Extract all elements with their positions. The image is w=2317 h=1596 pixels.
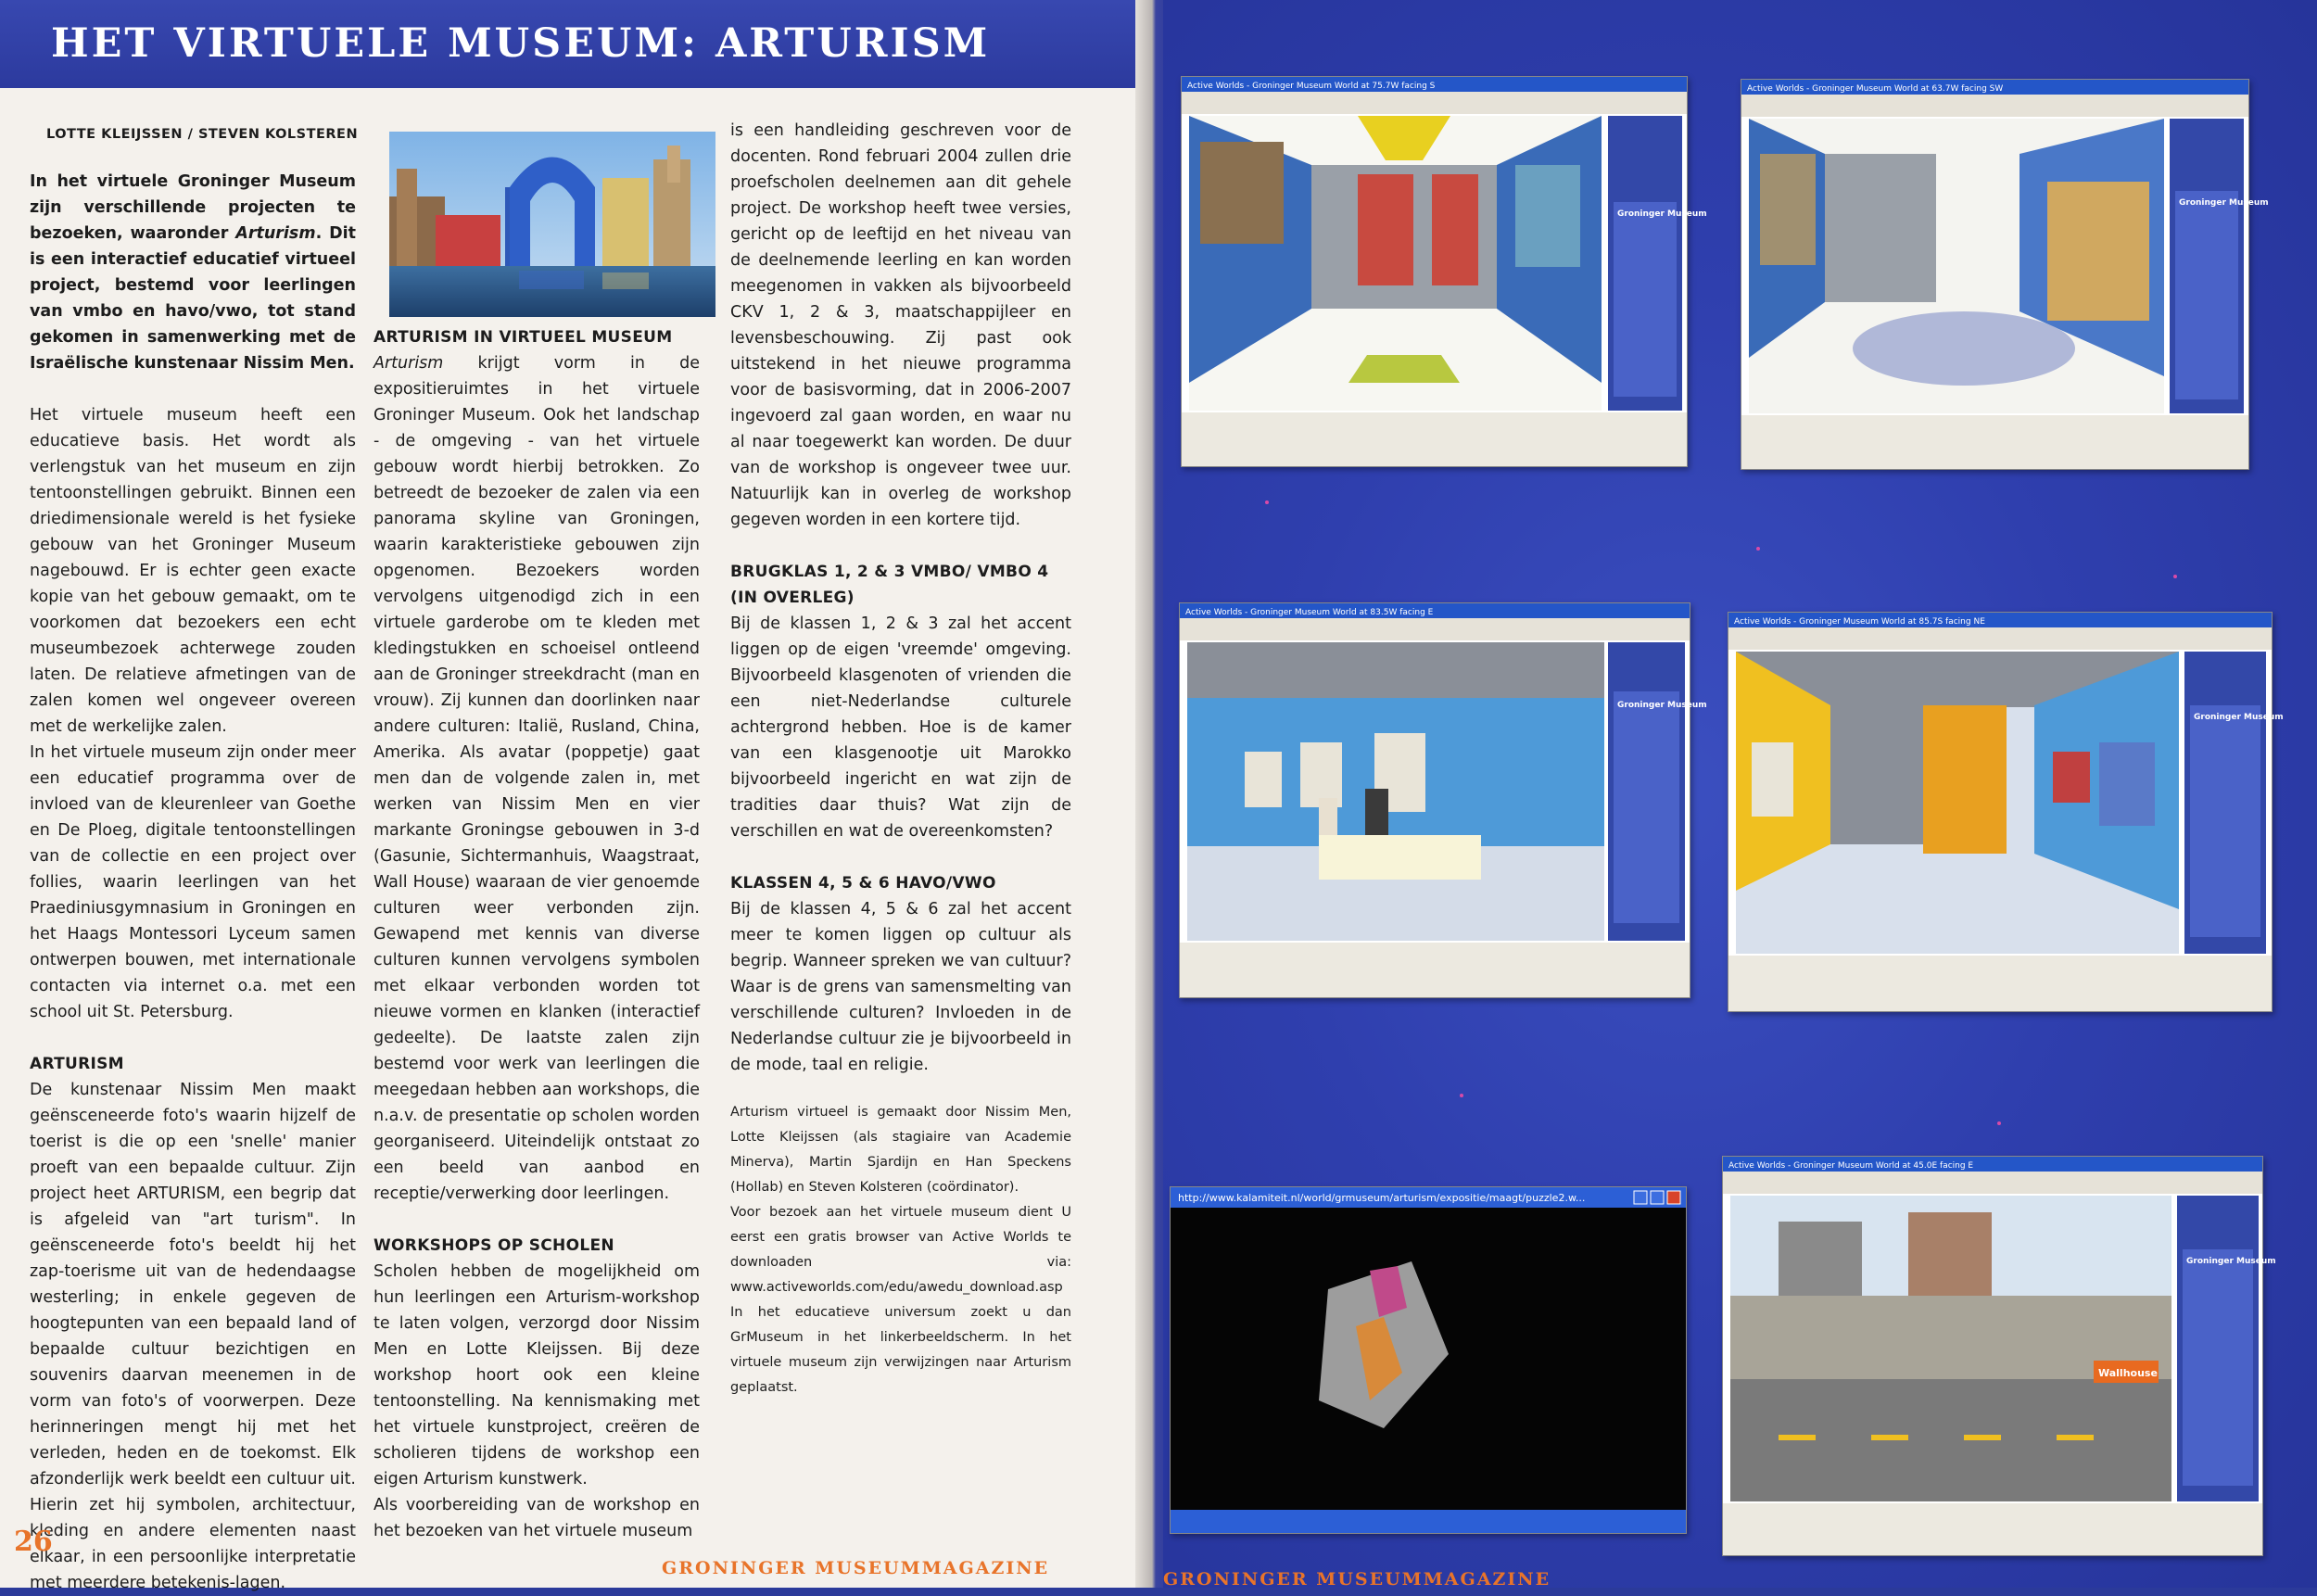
- screenshot-1-panel: Groninger Museum: [1617, 209, 1707, 219]
- screenshot-3-title: Active Worlds - Groninger Museum World at 83.5W facing E: [1185, 608, 1434, 617]
- decor-dot: [1997, 1121, 2001, 1125]
- decor-dot: [1756, 547, 1760, 551]
- decor-dot: [1265, 500, 1269, 504]
- arturism-photo: [389, 132, 715, 317]
- screenshot-1: [1181, 76, 1707, 467]
- arturism-heading: ARTURISM: [30, 1055, 124, 1073]
- byline: LOTTE KLEIJSSEN / STEVEN KOLSTEREN: [46, 127, 359, 142]
- credits: [730, 1100, 1071, 1400]
- screenshot-4-panel: Groninger Museum: [2194, 713, 2284, 722]
- virtueel-text: Arturism krijgt vorm in de expositieruimtes in het virtuele Groninger Museum. Ook het landschap - de omgeving - van het virtuele gebouw wordt hierbij betrokken. Zo betreedt de bezoeker de zalen via een panorama skyline van Groningen, waarin karakteristieke gebouwen zijn opgenomen. Bezoekers worden vervolgens uitgenodigd zich in een virtuele garderobe om te kleden met kledingstukken en schoeisel ontleend aan de Groninger streekdracht (man en vrouw). Zij kunnen dan doorlinken naar andere culturen: Italië, Rusland, China, Amerika. Als avatar (poppetje) gaat men dan de volgende zalen in, met werken van Nissim Men en vier markante Groningse gebouwen in 3-d (Gasunie, Sichtermanhuis, Waagstraat, Wall House) waaraan de vier genoemde culturen weer verbonden zijn. Gewapend met kennis van diverse culturen kunnen vervolgens symbolen met elkaar verbonden worden tot nieuwe vormen en klanken (interactief gedeelte). De laatste zalen zijn bestemd voor werk van leerlingen die meegedaan hebben aan workshops, die n.a.v. de presentatie op scholen worden georganiseerd. Uiteindelijk ontstaat zo een beeld van aanbod en receptie/verwerking door leerlingen.: [374, 354, 700, 1203]
- klassen-heading: KLASSEN 4, 5 & 6 HAVO/VWO: [730, 874, 996, 893]
- screenshot-5: [1170, 1186, 1687, 1534]
- screenshot-5-title: http://www.kalamiteit.nl/world/grmuseum/arturism/expositie/maagt/puzzle2.w...: [1178, 1192, 1586, 1204]
- brugklas-heading: BRUGKLAS 1, 2 & 3 VMBO/ VMBO 4 (IN OVERLEG): [730, 563, 1049, 607]
- workshops-heading: WORKSHOPS OP SCHOLEN: [374, 1236, 614, 1255]
- credits-3: In het educatieve universum zoekt u dan GrMuseum in het linkerbeeldscherm. In het virtuele museum zijn verwijzingen naar Arturism geplaatst.: [730, 1305, 1071, 1395]
- left-page: [0, 0, 1154, 1592]
- page-number: 26: [14, 1526, 53, 1558]
- column-2: [374, 324, 700, 1544]
- credits-2: Voor bezoek aan het virtuele museum dient U eerst een gratis browser van Active Worlds te downloaden via: www.activeworlds.com/edu/awedu_download.asp: [730, 1205, 1071, 1295]
- screenshot-6-title: Active Worlds - Groninger Museum World at 45.0E facing E: [1728, 1161, 1974, 1171]
- screenshot-3-panel: Groninger Museum: [1617, 701, 1707, 710]
- arturism-text: De kunstenaar Nissim Men maakt geënsceneerde foto's waarin hijzelf de toerist is die op een 'snelle' manier proeft van een bepaalde cultuur. Zijn project heet ARTURISM, een begrip dat is afgeleid van "art turism". In geënsceneerde foto's beeldt hij het zap-toerisme uit van de hedendaagse westerling; in enkele gegeven de hoogtepunten van een bepaald land of bepaalde cultuur bezichtigen en souvenirs daarvan meenemen in de vorm van foto's of voorwerpen. Deze herinneringen mengt hij met het verleden, heden en de toekomst. Elk afzonderlijk werk beeldt een cultuur uit. Hierin zet hij symbolen, architectuur, kleding en andere elementen naast elkaar, in een persoonlijke interpretatie met meerdere betekenis-lagen.: [30, 1081, 356, 1592]
- brugklas-text: Bij de klassen 1, 2 & 3 zal het accent liggen op de eigen 'vreemde' omgeving. Bijvoorbeeld klasgenoten of vrienden die een niet-Nederlandse culturele achtergrond hebben. Hoe is de kamer van een klasgenootje uit Marokko bijvoorbeeld ingericht en wat zijn de tradities daar thuis? Wat zijn de verschillen en wat de overeenkomsten?: [730, 614, 1071, 841]
- screenshot-6: [1722, 1156, 2276, 1556]
- intro-paragraph-1: Het virtuele museum heeft een educatieve basis. Het wordt als verlengstuk van het museum en zijn tentoonstellingen gebruikt. Binnen een driedimensionale wereld is het fysieke gebouw van het Groninger Museum nagebouwd. Er is echter geen exacte kopie van het gebouw gemaakt, om te voorkomen dat bezoekers een echt museumbezoek achterwege zouden laten. De relatieve afmetingen van de zalen komen wel ongeveer overeen met de werkelijke zalen.: [30, 406, 356, 736]
- column-3: [730, 118, 1071, 1400]
- screenshot-4-title: Active Worlds - Groninger Museum World at 85.7S facing NE: [1734, 617, 1985, 627]
- title-banner: [0, 0, 1154, 88]
- column-1: [30, 169, 356, 1596]
- screenshot-6-panel: Groninger Museum: [2186, 1257, 2276, 1266]
- wallhouse-sign: Wallhouse: [2098, 1367, 2158, 1379]
- screenshot-2-panel: Groninger Museum: [2179, 198, 2269, 208]
- magazine-footer-right: GRONINGER MUSEUMMAGAZINE: [1163, 1569, 1551, 1590]
- decor-dot: [1460, 1094, 1463, 1097]
- screenshot-2: [1741, 79, 2269, 470]
- screenshot-1-title: Active Worlds - Groninger Museum World at 75.7W facing S: [1187, 82, 1436, 91]
- workshops-text: Scholen hebben de mogelijkheid om hun leerlingen een Arturism-workshop te laten volgen, verzorgd door Nissim Men en Lotte Kleijssen. Bij deze workshop hoort ook een kleine tentoonstelling. Na kennismaking met het virtuele kunstproject, creëren de scholieren tijdens de workshop een eigen Arturism kunstwerk.: [374, 1262, 700, 1488]
- decor-dot: [2173, 575, 2177, 578]
- klassen-text: Bij de klassen 4, 5 & 6 zal het accent meer te komen liggen op cultuur als begrip. Wanneer spreken we van cultuur? Waar is de grens van samensmelting van verschillende culturen? Invloeden in de Nederlandse cultuur zie je bijvoorbeeld in de mode, taal en religie.: [730, 900, 1071, 1074]
- intro-paragraph-2: In het virtuele museum zijn onder meer een educatief programma over de invloed van de kleurenleer van Goethe en De Ploeg, digitale tentoonstellingen van de collectie en een project over follies, waarin leerlingen van het Praediniusgymnasium in Groningen en het Haags Montessori Lyceum samen ontwerpen bouwen, met internationale contacten via internet o.a. met een school uit St. Petersburg.: [30, 743, 356, 1021]
- intro-lead: In het virtuele Groninger Museum zijn verschillende projecten te bezoeken, waaronder Arturism. Dit is een interactief educatief virtueel project, bestemd voor leerlingen van vmbo en havo/vwo, tot stand gekomen in samenwerking met de Israëlische kunstenaar Nissim Men.: [30, 172, 356, 373]
- article-title: HET VIRTUELE MUSEUM: ARTURISM: [51, 20, 991, 67]
- screenshot-2-title: Active Worlds - Groninger Museum World at 63.7W facing SW: [1747, 84, 2004, 94]
- screenshot-3: [1179, 602, 1707, 998]
- virtueel-heading: ARTURISM IN VIRTUEEL MUSEUM: [374, 328, 673, 347]
- magazine-footer: GRONINGER MUSEUMMAGAZINE: [662, 1558, 1050, 1578]
- workshops-text-2: Als voorbereiding van de workshop en het bezoeken van het virtuele museum: [374, 1496, 700, 1540]
- credits-1: Arturism virtueel is gemaakt door Nissim Men, Lotte Kleijssen (als stagiaire van Academie Minerva), Martin Sjardijn en Han Speckens (Hollab) en Steven Kolsteren (coördinator).: [730, 1105, 1071, 1195]
- screenshot-4: [1728, 612, 2284, 1012]
- column-3-text: is een handleiding geschreven voor de docenten. Rond februari 2004 zullen drie proefscholen deelnemen aan dit gehele project. De workshop heeft twee versies, gericht op de leeftijd en het niveau van de deelnemende leerling en kan worden meegenomen in vakken als bijvoorbeeld CKV 1, 2 & 3, maatschappijleer en levensbeschouwing. Zij past ook uitstekend in het nieuwe programma voor de basisvorming, dat in 2006-2007 ingevoerd zal gaan worden, en waar nu al naar toegewerkt kan worden. De duur van de workshop is ongeveer twee uur. Natuurlijk kan in overleg de workshop gegeven worden in een kortere tijd.: [730, 121, 1071, 529]
